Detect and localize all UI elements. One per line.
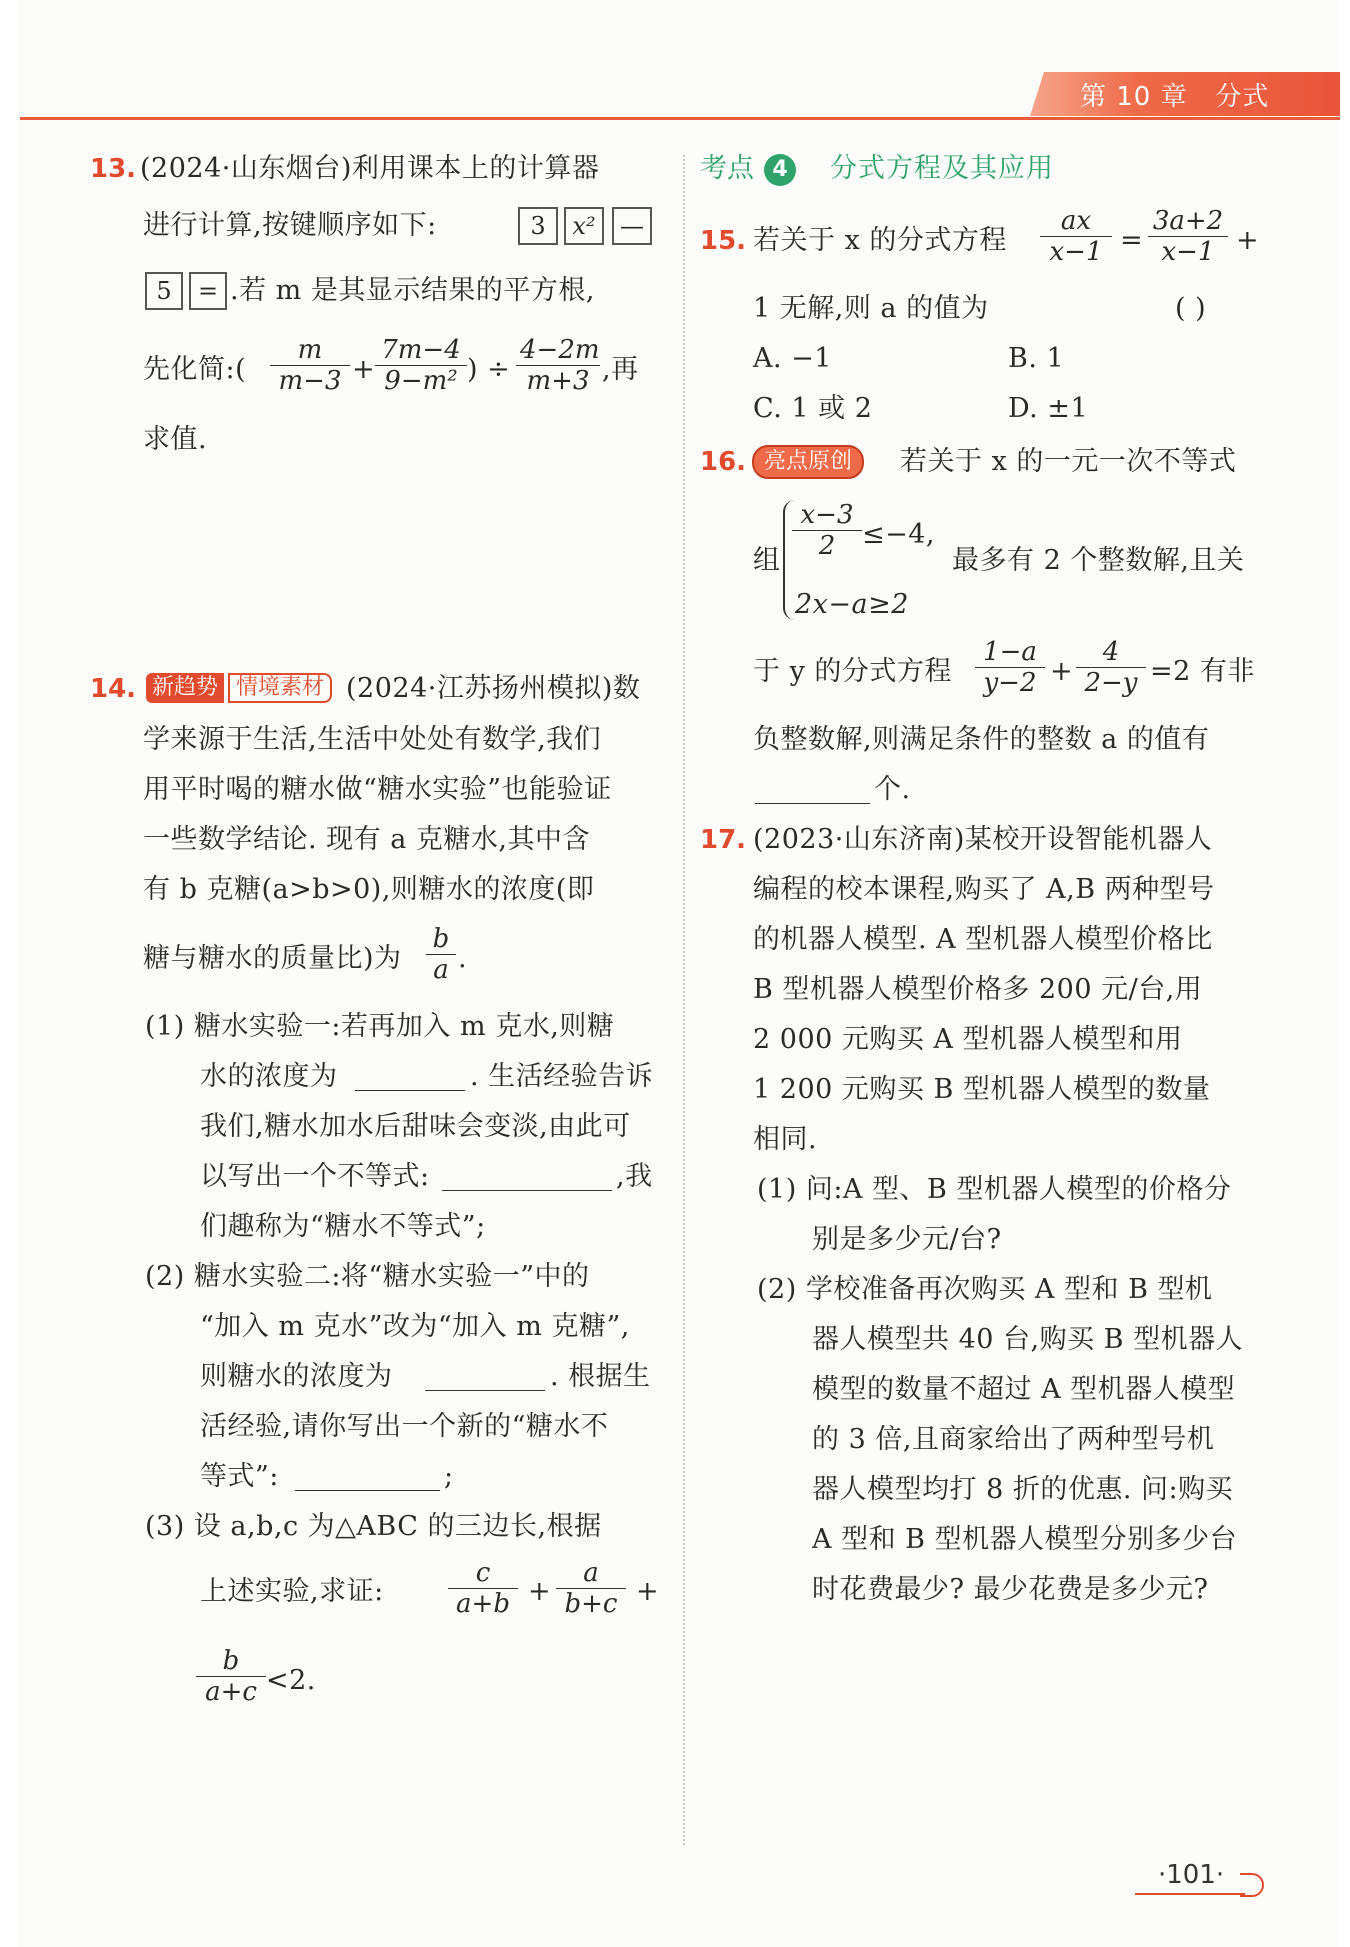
q17-part2-line-6: A 型和 B 型机器人模型分别多少台	[812, 1524, 1238, 1555]
question-16-number: 16.	[700, 447, 747, 477]
q14-part2-line-3a: 则糖水的浓度为	[200, 1361, 393, 1392]
q16-system-inequality-1-rest: ≤−4,	[862, 519, 936, 550]
q16-sys1-denominator: 2	[792, 530, 862, 561]
q14-part2-line-3b: . 根据生	[550, 1361, 651, 1392]
q14-pf1-numerator: c	[475, 1558, 491, 1588]
q17-line-5: 2 000 元购买 A 型机器人模型和用	[753, 1024, 1183, 1055]
topic-label: 考点	[700, 153, 754, 184]
calculator-key-5: 5	[145, 272, 183, 310]
q15-f2-denominator: x−1	[1148, 236, 1228, 267]
q16-system-inequality-2: 2x−a≥2	[795, 589, 909, 620]
q14-part1-line-4a: 以写出一个不等式:	[200, 1161, 430, 1192]
q14-part2-answer-blank-1[interactable]	[425, 1390, 545, 1391]
q14-pf2-denominator: b+c	[556, 1588, 626, 1619]
q17-line-4: B 型机器人模型价格多 200 元/台,用	[753, 974, 1203, 1005]
q15-equals: =	[1120, 225, 1144, 256]
q15-option-c[interactable]: C. 1 或 2	[753, 393, 873, 424]
question-17-number: 17.	[700, 825, 747, 855]
topic-title: 分式方程及其应用	[830, 153, 1054, 184]
q16-f2-numerator: 4	[1102, 637, 1120, 667]
q14-proof-fraction-1	[448, 1558, 518, 1619]
q14-part2-line-5b: ;	[444, 1461, 454, 1492]
question-13-number: 13.	[90, 154, 137, 184]
q14-part1-line-2a: 水的浓度为	[200, 1061, 338, 1092]
q13-fraction-1	[270, 335, 350, 396]
q15-f2-numerator: 3a+2	[1152, 206, 1224, 236]
q14-line-2: 学来源于生活,生活中处处有数学,我们	[143, 724, 602, 755]
topic-index-badge: 4	[764, 154, 796, 186]
q13-line-1: (2024·山东烟台)利用课本上的计算器	[140, 153, 600, 184]
q16-fraction-1	[975, 637, 1045, 698]
badge-original-highlight: 亮点原创	[752, 445, 864, 479]
q14-pf2-numerator: a	[583, 1558, 599, 1588]
q16-answer-blank[interactable]	[755, 803, 870, 804]
q13-f3-numerator: 4−2m	[520, 335, 600, 365]
q14-pf1-denominator: a+b	[448, 1588, 518, 1619]
q16-plus: +	[1050, 656, 1074, 687]
calculator-key-3: 3	[518, 207, 558, 245]
q16-line-2: 最多有 2 个整数解,且关	[952, 545, 1245, 576]
q17-part1-line-1: (1) 问:A 型、B 型机器人模型的价格分	[757, 1174, 1232, 1205]
q14-part1-line-2b: . 生活经验告诉	[470, 1061, 654, 1092]
q17-part1-line-2: 别是多少元/台?	[812, 1224, 1002, 1255]
question-15-number: 15.	[700, 226, 747, 256]
q17-part2-line-7: 时花费最少? 最少花费是多少元?	[812, 1574, 1209, 1605]
badge-context-material: 情境素材	[228, 673, 332, 703]
q16-line-4: 负整数解,则满足条件的整数 a 的值有	[753, 724, 1210, 755]
q16-system-label: 组	[753, 545, 781, 576]
q15-f1-numerator: ax	[1060, 206, 1092, 236]
q13-f1-denominator: m−3	[270, 365, 350, 396]
page-corner-hook-icon	[1240, 1873, 1264, 1897]
q16-f2-denominator: 2−y	[1076, 667, 1146, 698]
q16-sys1-numerator: x−3	[800, 500, 854, 530]
header-rule	[20, 117, 1340, 120]
q14-f-denominator: a	[426, 954, 456, 985]
q13-fraction-3	[516, 335, 600, 396]
q14-proof-fraction-3	[196, 1646, 266, 1707]
q17-line-7: 相同.	[753, 1124, 818, 1155]
chapter-title: 第 10 章 分式	[1080, 82, 1270, 112]
q14-part2-line-2: “加入 m 克水”改为“加入 m 克糖”,	[200, 1311, 630, 1342]
q17-part2-line-2: 器人模型共 40 台,购买 B 型机器人	[812, 1324, 1244, 1355]
q15-option-d[interactable]: D. ±1	[1008, 393, 1089, 424]
q14-line-6: 糖与糖水的质量比)为	[143, 943, 402, 974]
q14-part3-line-2: 上述实验,求证:	[200, 1576, 384, 1607]
q14-part1-line-4b: ,我	[616, 1161, 653, 1192]
q16-line-3b: =2 有非	[1150, 656, 1255, 687]
q15-fraction-1	[1040, 206, 1112, 267]
q14-pf3-numerator: b	[222, 1646, 240, 1676]
q17-part2-line-1: (2) 学校准备再次购买 A 型和 B 型机	[757, 1274, 1213, 1305]
q17-part2-line-3: 模型的数量不超过 A 型机器人模型	[812, 1374, 1236, 1405]
q14-line-6-end: .	[458, 943, 468, 974]
q14-part3-line-1: (3) 设 a,b,c 为△ABC 的三边长,根据	[145, 1511, 602, 1542]
q13-line-2: 进行计算,按键顺序如下:	[143, 210, 437, 241]
q14-line-5: 有 b 克糖(a>b>0),则糖水的浓度(即	[143, 874, 595, 905]
q17-line-2: 编程的校本课程,购买了 A,B 两种型号	[753, 874, 1215, 905]
q14-proof-plus-1: +	[528, 1576, 552, 1607]
question-14-number: 14.	[90, 674, 137, 704]
q13-line-5: 求值.	[143, 424, 208, 455]
q15-fraction-2	[1148, 206, 1228, 267]
q14-proof-plus-2: +	[636, 1576, 660, 1607]
q14-pf3-denominator: a+c	[196, 1676, 266, 1707]
q16-line-5: 个.	[874, 774, 911, 805]
q14-part2-line-5a: 等式”:	[200, 1461, 279, 1492]
q14-line-3: 用平时喝的糖水做“糖水实验”也能验证	[143, 774, 612, 805]
q13-fraction-2	[375, 335, 467, 396]
badge-new-trend: 新趋势	[146, 673, 224, 703]
q14-concentration-fraction	[426, 924, 456, 985]
q16-system-fraction	[792, 500, 862, 561]
q15-plus: +	[1236, 225, 1260, 256]
q17-part2-line-4: 的 3 倍,且商家给出了两种型号机	[812, 1424, 1215, 1455]
q14-part1-answer-blank-1[interactable]	[355, 1090, 465, 1091]
q14-line-4: 一些数学结论. 现有 a 克糖水,其中含	[143, 824, 591, 855]
q13-line-4a: 先化简:(	[143, 354, 247, 385]
q13-f2-denominator: 9−m²	[375, 365, 467, 396]
q14-f-numerator: b	[432, 924, 450, 954]
q14-part2-line-1: (2) 糖水实验二:将“糖水实验一”中的	[145, 1261, 590, 1292]
q17-line-3: 的机器人模型. A 型机器人模型价格比	[753, 924, 1213, 955]
q16-f1-denominator: y−2	[975, 667, 1045, 698]
q14-part2-line-4: 活经验,请你写出一个新的“糖水不	[200, 1411, 609, 1442]
column-divider	[683, 155, 685, 1845]
page-number: ·101·	[1158, 1860, 1225, 1890]
q16-line-3a: 于 y 的分式方程	[753, 656, 952, 687]
q13-f3-denominator: m+3	[516, 365, 600, 396]
q15-f1-denominator: x−1	[1040, 236, 1112, 267]
calculator-key-minus: —	[612, 207, 652, 245]
q15-option-b[interactable]: B. 1	[1008, 343, 1065, 374]
q14-line-1: (2024·江苏扬州模拟)数	[346, 673, 641, 704]
q15-option-a[interactable]: A. −1	[753, 343, 832, 374]
q13-plus: +	[352, 354, 376, 385]
q15-line-1: 若关于 x 的分式方程	[753, 225, 1007, 256]
calculator-key-equals: =	[189, 272, 227, 310]
q14-part1-line-3: 我们,糖水加水后甜味会变淡,由此可	[200, 1111, 631, 1142]
q17-line-6: 1 200 元购买 B 型机器人模型的数量	[753, 1074, 1211, 1105]
q13-f1-numerator: m	[297, 335, 323, 365]
q13-line-4b: ,再	[602, 354, 639, 385]
q13-f2-numerator: 7m−4	[381, 335, 461, 365]
calculator-key-square: x²	[564, 207, 604, 245]
q16-fraction-2	[1076, 637, 1146, 698]
q13-line-3: .若 m 是其显示结果的平方根,	[230, 275, 595, 306]
q16-f1-numerator: 1−a	[983, 637, 1037, 667]
q14-part2-answer-blank-2[interactable]	[295, 1490, 440, 1491]
q13-divide: ) ÷	[467, 354, 511, 385]
q17-line-1: (2023·山东济南)某校开设智能机器人	[753, 824, 1213, 855]
q14-proof-end: <2.	[266, 1665, 316, 1696]
q14-part1-line-1: (1) 糖水实验一:若再加入 m 克水,则糖	[145, 1011, 615, 1042]
q16-line-1: 若关于 x 的一元一次不等式	[900, 446, 1237, 477]
q15-line-2: 1 无解,则 a 的值为	[753, 293, 989, 324]
q14-proof-fraction-2	[556, 1558, 626, 1619]
q17-part2-line-5: 器人模型均打 8 折的优惠. 问:购买	[812, 1474, 1234, 1505]
q14-part1-line-5: 们趣称为“糖水不等式”;	[200, 1211, 486, 1242]
page-number-underline	[1135, 1893, 1245, 1895]
q14-part1-answer-blank-2[interactable]	[442, 1190, 612, 1191]
q15-answer-bracket[interactable]: ( )	[1175, 293, 1207, 324]
